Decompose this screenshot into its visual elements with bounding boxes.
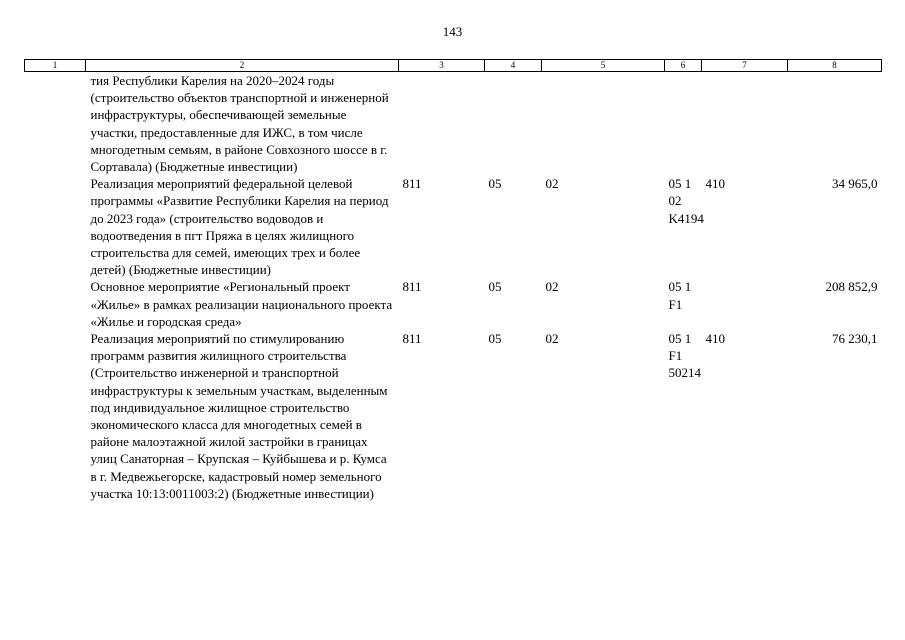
row-amount: 76 230,1 bbox=[832, 331, 878, 347]
header-col-4: 4 bbox=[485, 60, 542, 72]
row-ministry-code: 811 bbox=[402, 176, 422, 192]
header-col-1: 1 bbox=[25, 60, 86, 72]
row-ministry-code: 811 bbox=[402, 331, 422, 347]
header-col-5: 5 bbox=[542, 60, 665, 72]
row-description: тия Республики Карелия на 2020–2024 годы (строительство объектов транспортной и инженерной инфраструктуры, обеспечивающей земельные участки, предоставленные для ИЖС, в том числе многодетным семьям, в районе Совхозного шоссе в г. Сортавала) (Бюджетные инвестиции) bbox=[90, 73, 389, 175]
row-subsection-code bbox=[542, 72, 665, 176]
row-description: Реализация мероприятий по стимулированию программ развития жилищного строительства (Строительство инженерной и транспортной инфраструктуры к земельным участкам, выделенным под индивидуальное жилищное строительство экономического класса для многодетных семей в районе малоэтажной жилой застройки в границах улиц Санаторная – Крупская – Куйбышева и р. Кумса в г. Медвежьегорске, кадастровый номер земельного участка 10:13:0011003:2) (Бюджетные инвестиции) bbox=[90, 331, 388, 501]
row-target-article: 05 1 F1 50214 bbox=[668, 331, 701, 381]
header-col-7: 7 bbox=[702, 60, 788, 72]
row-number bbox=[25, 175, 86, 278]
header-col-6: 6 bbox=[665, 60, 702, 72]
row-subsection-code: 02 bbox=[545, 279, 559, 295]
row-subsection-code: 02 bbox=[545, 176, 559, 192]
row-description: Реализация мероприятий федеральной целевой программы «Развитие Республики Карелия на период до 2023 года» (строительство водоводов и водоотведения в пгт Пряжа в целях жилищного строительства для семей, имеющих трех и более детей) (Бюджетные инвестиции) bbox=[90, 176, 389, 278]
row-target-article: 05 1 F1 bbox=[668, 279, 692, 312]
row-description: Основное мероприятие «Региональный проект «Жилье» в рамках реализации национального проекта «Жилье и городская среда» bbox=[90, 279, 393, 329]
header-col-8: 8 bbox=[788, 60, 882, 72]
row-target-article: 05 1 02 K4194 bbox=[668, 176, 704, 226]
row-amount bbox=[788, 72, 882, 176]
row-expense-type: 410 bbox=[705, 176, 725, 192]
table-row bbox=[25, 278, 882, 330]
table-row bbox=[25, 175, 882, 278]
row-ministry-code: 811 bbox=[402, 279, 422, 295]
table-body bbox=[25, 72, 882, 503]
row-expense-type: 410 bbox=[705, 331, 725, 347]
header-col-3: 3 bbox=[399, 60, 485, 72]
row-ministry-code bbox=[399, 72, 485, 176]
budget-table bbox=[24, 59, 882, 502]
header-col-2: 2 bbox=[86, 60, 399, 72]
row-section-code: 05 bbox=[488, 279, 502, 295]
row-expense-type bbox=[702, 278, 788, 330]
row-subsection-code: 02 bbox=[545, 331, 559, 347]
row-amount: 208 852,9 bbox=[825, 279, 878, 295]
table-row bbox=[25, 72, 882, 176]
header-row bbox=[25, 60, 882, 72]
row-section-code: 05 bbox=[488, 176, 502, 192]
row-number bbox=[25, 72, 86, 176]
table-header bbox=[25, 60, 882, 72]
row-expense-type bbox=[702, 72, 788, 176]
row-target-article bbox=[665, 72, 702, 176]
row-section-code bbox=[485, 72, 542, 176]
row-number bbox=[25, 330, 86, 502]
table-row bbox=[25, 330, 882, 502]
row-section-code: 05 bbox=[488, 331, 502, 347]
page-number: 143 bbox=[442, 24, 463, 39]
row-number bbox=[25, 278, 86, 330]
row-amount: 34 965,0 bbox=[832, 176, 878, 192]
